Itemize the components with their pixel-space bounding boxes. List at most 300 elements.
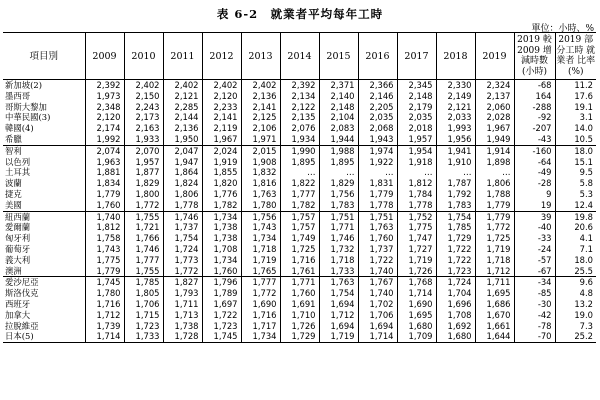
header-year: 2019 — [475, 33, 514, 80]
hours-cell: 1,944 — [319, 134, 358, 145]
hours-cell: 1,752 — [397, 211, 436, 222]
change-cell: -34 — [514, 277, 555, 288]
hours-cell: 2,402 — [124, 80, 163, 91]
hours-cell: 2,233 — [202, 102, 241, 113]
hours-cell: 1,827 — [163, 277, 202, 288]
hours-cell: 2,348 — [85, 102, 124, 113]
change-cell: -57 — [514, 255, 555, 266]
row-label: 哥斯大黎加 — [5, 101, 47, 112]
hours-cell: 2,122 — [280, 102, 319, 113]
hours-cell: 1,908 — [241, 157, 280, 168]
hours-cell: 1,780 — [241, 200, 280, 211]
hours-cell: … — [475, 167, 514, 178]
hours-cell: 1,777 — [124, 255, 163, 266]
hours-cell: 1,787 — [436, 178, 475, 189]
hours-cell: 1,782 — [280, 200, 319, 211]
change-cell: -64 — [514, 157, 555, 168]
hours-cell: 1,754 — [163, 233, 202, 244]
hours-cell: 1,738 — [202, 233, 241, 244]
table-row — [3, 299, 596, 310]
share-cell: 18.0 — [555, 145, 596, 156]
hours-cell: 2,402 — [163, 80, 202, 91]
change-cell: -78 — [514, 321, 555, 332]
hours-cell: 1,922 — [358, 157, 397, 168]
hours-cell: 1,751 — [319, 211, 358, 222]
hours-cell: 1,718 — [475, 255, 514, 266]
hours-cell: 1,974 — [358, 145, 397, 156]
hours-cell: 2,205 — [358, 102, 397, 113]
row-label: 希臘 — [5, 133, 22, 144]
hours-cell: 1,710 — [280, 310, 319, 321]
hours-cell: 1,680 — [436, 331, 475, 342]
hours-cell: 2,402 — [202, 80, 241, 91]
hours-cell: 1,881 — [85, 167, 124, 178]
hours-cell: 1,738 — [163, 321, 202, 332]
header-label: 項目別 — [3, 33, 85, 80]
hours-cell: 1,702 — [358, 299, 397, 310]
row-label: 西班牙 — [5, 298, 31, 309]
hours-cell: 1,734 — [241, 233, 280, 244]
hours-cell: 1,686 — [475, 299, 514, 310]
table-row — [3, 167, 596, 178]
row-label: 韓國(4) — [5, 123, 34, 134]
hours-cell: 1,754 — [319, 288, 358, 299]
change-cell: -85 — [514, 288, 555, 299]
share-cell: 5.3 — [555, 189, 596, 200]
hours-cell: 1,746 — [319, 233, 358, 244]
hours-cell: 2,148 — [319, 102, 358, 113]
hours-cell: 1,706 — [358, 310, 397, 321]
hours-cell: 1,755 — [124, 211, 163, 222]
header-year: 2018 — [436, 33, 475, 80]
table-body — [3, 80, 596, 343]
hours-cell: 1,723 — [436, 266, 475, 277]
hours-cell: 2,121 — [163, 91, 202, 102]
hours-cell: 1,796 — [202, 277, 241, 288]
hours-cell: 1,746 — [124, 244, 163, 255]
hours-cell: 1,722 — [202, 310, 241, 321]
row-label: 匈牙利 — [5, 233, 31, 244]
hours-cell: 1,708 — [202, 244, 241, 255]
hours-cell: 1,943 — [358, 134, 397, 145]
hours-cell: 1,721 — [124, 222, 163, 233]
table-row — [3, 157, 596, 168]
header-row — [3, 33, 596, 80]
hours-cell: 1,737 — [358, 244, 397, 255]
hours-cell: 2,033 — [436, 112, 475, 123]
hours-cell: 1,779 — [85, 189, 124, 200]
table-row — [3, 80, 596, 91]
hours-cell: 1,855 — [202, 167, 241, 178]
hours-cell: 2,018 — [397, 123, 436, 134]
row-label: 波蘭 — [5, 178, 22, 189]
hours-cell: 1,829 — [124, 178, 163, 189]
hours-cell: 2,146 — [358, 91, 397, 102]
hours-cell: 2,106 — [241, 123, 280, 134]
hours-cell: 1,832 — [241, 167, 280, 178]
header-year: 2009 — [85, 33, 124, 80]
hours-cell: 1,728 — [163, 331, 202, 342]
hours-cell: 1,760 — [280, 288, 319, 299]
hours-cell: 1,957 — [124, 157, 163, 168]
table-row — [3, 288, 596, 299]
share-cell: 14.0 — [555, 123, 596, 134]
hours-cell: 1,724 — [436, 277, 475, 288]
hours-cell: 2,173 — [124, 112, 163, 123]
table-row — [3, 244, 596, 255]
hours-cell: 2,125 — [241, 112, 280, 123]
hours-cell: 1,789 — [202, 288, 241, 299]
row-label: 以色列 — [5, 156, 31, 167]
share-cell: 25.2 — [555, 331, 596, 342]
hours-cell: 1,763 — [241, 189, 280, 200]
hours-cell: 1,738 — [202, 222, 241, 233]
hours-cell: 1,757 — [280, 211, 319, 222]
hours-cell: 1,792 — [436, 189, 475, 200]
hours-cell: … — [436, 167, 475, 178]
hours-cell: 2,179 — [397, 102, 436, 113]
hours-cell: 1,722 — [358, 255, 397, 266]
hours-cell: 1,898 — [475, 157, 514, 168]
hours-cell: 1,806 — [163, 189, 202, 200]
header-year: 2013 — [241, 33, 280, 80]
header-year: 2014 — [280, 33, 319, 80]
hours-cell: 1,820 — [202, 178, 241, 189]
hours-cell: 1,749 — [280, 233, 319, 244]
hours-cell: 1,737 — [163, 222, 202, 233]
change-cell: 39 — [514, 211, 555, 222]
hours-cell: 1,990 — [280, 145, 319, 156]
hours-cell: 1,745 — [85, 277, 124, 288]
hours-cell: 1,779 — [475, 211, 514, 222]
hours-cell: 1,782 — [202, 200, 241, 211]
hours-cell: 2,121 — [436, 102, 475, 113]
hours-cell: 1,716 — [280, 255, 319, 266]
hours-cell: 1,714 — [85, 331, 124, 342]
hours-cell: 1,763 — [319, 277, 358, 288]
change-cell: -28 — [514, 178, 555, 189]
hours-cell: 1,644 — [475, 331, 514, 342]
hours-cell: 1,785 — [124, 277, 163, 288]
change-cell: -24 — [514, 244, 555, 255]
row-label: 義大利 — [5, 254, 31, 265]
hours-cell: 1,746 — [163, 211, 202, 222]
hours-cell: 2,392 — [280, 80, 319, 91]
hours-cell: 1,775 — [397, 222, 436, 233]
hours-cell: 1,971 — [241, 134, 280, 145]
hours-cell: 2,047 — [163, 145, 202, 156]
hours-cell: 1,734 — [202, 255, 241, 266]
hours-cell: 2,174 — [85, 123, 124, 134]
hours-cell: 1,743 — [241, 222, 280, 233]
hours-cell: 2,120 — [202, 91, 241, 102]
table-row — [3, 321, 596, 332]
share-cell: 18.0 — [555, 255, 596, 266]
change-cell: -40 — [514, 222, 555, 233]
hours-cell: 1,740 — [358, 288, 397, 299]
hours-cell: … — [397, 167, 436, 178]
header-year: 2015 — [319, 33, 358, 80]
hours-cell: 2,074 — [85, 145, 124, 156]
hours-cell: 1,765 — [241, 266, 280, 277]
hours-cell: 1,734 — [241, 331, 280, 342]
share-cell: 13.2 — [555, 299, 596, 310]
hours-cell: 1,715 — [124, 310, 163, 321]
hours-cell: 1,691 — [280, 299, 319, 310]
hours-cell: 1,690 — [241, 299, 280, 310]
hours-cell: 1,829 — [319, 178, 358, 189]
hours-cell: 1,733 — [124, 331, 163, 342]
hours-cell: 1,973 — [85, 91, 124, 102]
hours-cell: 2,392 — [85, 80, 124, 91]
change-cell: -92 — [514, 112, 555, 123]
hours-cell: 1,719 — [241, 255, 280, 266]
hours-cell: 1,766 — [124, 233, 163, 244]
working-hours-table — [3, 32, 596, 343]
hours-cell: 1,771 — [319, 222, 358, 233]
hours-cell: 1,756 — [241, 211, 280, 222]
change-cell: -207 — [514, 123, 555, 134]
share-cell: 4.1 — [555, 233, 596, 244]
change-cell: -70 — [514, 331, 555, 342]
hours-cell: 1,757 — [280, 222, 319, 233]
hours-cell: 2,035 — [397, 112, 436, 123]
row-label: 葡萄牙 — [5, 243, 31, 254]
hours-cell: 1,760 — [202, 266, 241, 277]
hours-cell: 1,918 — [397, 157, 436, 168]
share-cell: 20.6 — [555, 222, 596, 233]
hours-cell: 1,694 — [319, 299, 358, 310]
hours-cell: 2,141 — [241, 102, 280, 113]
hours-cell: 1,711 — [163, 299, 202, 310]
hours-cell: 1,743 — [85, 244, 124, 255]
change-cell: -67 — [514, 266, 555, 277]
table-row — [3, 233, 596, 244]
change-cell: -42 — [514, 310, 555, 321]
hours-cell: 2,083 — [319, 123, 358, 134]
hours-cell: 1,778 — [358, 200, 397, 211]
hours-cell: 1,722 — [436, 255, 475, 266]
hours-cell: 1,713 — [163, 310, 202, 321]
hours-cell: 1,760 — [358, 233, 397, 244]
hours-cell: 1,695 — [397, 310, 436, 321]
hours-cell: 2,134 — [280, 91, 319, 102]
hours-cell: 1,776 — [202, 189, 241, 200]
row-label: 加拿大 — [5, 309, 31, 320]
hours-cell: 1,934 — [280, 134, 319, 145]
hours-cell: 1,788 — [475, 189, 514, 200]
share-cell: 7.1 — [555, 244, 596, 255]
change-cell: -160 — [514, 145, 555, 156]
hours-cell: 1,714 — [358, 331, 397, 342]
hours-cell: 2,330 — [436, 80, 475, 91]
hours-cell: 1,719 — [319, 331, 358, 342]
hours-cell: 1,726 — [280, 321, 319, 332]
hours-cell: 1,722 — [436, 244, 475, 255]
table-row — [3, 310, 596, 321]
hours-cell: 1,806 — [475, 178, 514, 189]
share-cell: 15.1 — [555, 157, 596, 168]
share-cell: 19.0 — [555, 310, 596, 321]
hours-cell: 1,956 — [436, 134, 475, 145]
hours-cell: 2,144 — [163, 112, 202, 123]
hours-cell: 1,758 — [85, 233, 124, 244]
share-cell: 5.8 — [555, 178, 596, 189]
table-row — [3, 112, 596, 123]
hours-cell: 1,914 — [475, 145, 514, 156]
hours-cell: 1,778 — [163, 200, 202, 211]
row-label: 日本(5) — [3, 331, 85, 342]
hours-cell: 1,967 — [202, 134, 241, 145]
hours-cell: 1,778 — [397, 200, 436, 211]
hours-cell: 1,708 — [436, 310, 475, 321]
hours-cell: 1,754 — [436, 211, 475, 222]
hours-cell: 1,767 — [358, 277, 397, 288]
hours-cell: 1,761 — [280, 266, 319, 277]
hours-cell: 1,719 — [475, 244, 514, 255]
table-row — [3, 266, 596, 277]
hours-cell: 2,402 — [241, 80, 280, 91]
hours-cell: 1,950 — [163, 134, 202, 145]
hours-cell: 2,060 — [475, 102, 514, 113]
hours-cell: 1,760 — [85, 200, 124, 211]
share-cell: 19.1 — [555, 102, 596, 113]
header-year: 2012 — [202, 33, 241, 80]
table-row — [3, 211, 596, 222]
hours-cell: 2,136 — [241, 91, 280, 102]
hours-cell: 1,692 — [436, 321, 475, 332]
hours-cell: 1,784 — [397, 189, 436, 200]
hours-cell: 2,068 — [358, 123, 397, 134]
header-year: 2017 — [397, 33, 436, 80]
hours-cell: 2,140 — [319, 91, 358, 102]
change-cell: -33 — [514, 233, 555, 244]
unit-note: 單位：小時、% — [531, 24, 594, 34]
share-cell: 25.5 — [555, 266, 596, 277]
hours-cell: 1,967 — [475, 123, 514, 134]
hours-cell: 1,831 — [358, 178, 397, 189]
hours-cell: 1,773 — [163, 255, 202, 266]
change-cell: 9 — [514, 189, 555, 200]
share-cell: 4.8 — [555, 288, 596, 299]
hours-cell: 2,371 — [319, 80, 358, 91]
hours-cell: 1,771 — [280, 277, 319, 288]
hours-cell: 2,137 — [475, 91, 514, 102]
hours-cell: 1,933 — [124, 134, 163, 145]
hours-cell: 1,711 — [475, 277, 514, 288]
share-cell: 9.5 — [555, 167, 596, 178]
row-label: 拉脫維亞 — [5, 320, 39, 331]
hours-cell: 1,783 — [436, 200, 475, 211]
hours-cell: 1,756 — [319, 189, 358, 200]
hours-cell: 2,024 — [202, 145, 241, 156]
hours-cell: 1,670 — [475, 310, 514, 321]
row-label: 中華民國(3) — [5, 112, 51, 123]
change-cell: -30 — [514, 299, 555, 310]
table-row — [3, 222, 596, 233]
hours-cell: 1,941 — [436, 145, 475, 156]
table-row — [3, 255, 596, 266]
hours-cell: 1,779 — [85, 266, 124, 277]
hours-cell: 1,725 — [280, 244, 319, 255]
hours-cell: 1,824 — [163, 178, 202, 189]
hours-cell: 1,772 — [241, 288, 280, 299]
hours-cell: 1,895 — [319, 157, 358, 168]
table-row — [3, 277, 596, 288]
header-year: 2010 — [124, 33, 163, 80]
hours-cell: 1,716 — [85, 299, 124, 310]
row-label: 斯洛伐克 — [5, 288, 39, 299]
header-year: 2011 — [163, 33, 202, 80]
row-label: 愛爾蘭 — [5, 222, 31, 233]
hours-cell: 1,988 — [319, 145, 358, 156]
hours-cell: 2,149 — [436, 91, 475, 102]
hours-cell: 1,751 — [358, 211, 397, 222]
hours-cell: 1,812 — [85, 222, 124, 233]
hours-cell: 1,740 — [358, 266, 397, 277]
hours-cell: 1,694 — [358, 321, 397, 332]
hours-cell: 2,345 — [397, 80, 436, 91]
row-label: 澳洲 — [5, 265, 22, 276]
row-label: 美國 — [5, 199, 22, 210]
share-cell: 3.1 — [555, 112, 596, 123]
change-cell: -49 — [514, 167, 555, 178]
row-label: 土耳其 — [5, 167, 31, 178]
hours-cell: 1,717 — [241, 321, 280, 332]
hours-cell: 1,768 — [397, 277, 436, 288]
hours-cell: 1,783 — [319, 200, 358, 211]
hours-cell: 2,148 — [397, 91, 436, 102]
change-cell: 19 — [514, 200, 555, 211]
table-row — [3, 123, 596, 134]
hours-cell: 1,992 — [85, 134, 124, 145]
hours-cell: 1,777 — [241, 277, 280, 288]
hours-cell: … — [358, 167, 397, 178]
header-share: 2019 部分工時 就業者 比率(%) — [555, 33, 596, 80]
hours-cell: 1,763 — [358, 222, 397, 233]
hours-cell: 1,793 — [163, 288, 202, 299]
hours-cell: 1,709 — [397, 331, 436, 342]
hours-cell: 2,135 — [280, 112, 319, 123]
hours-cell: 1,723 — [202, 321, 241, 332]
hours-cell: 1,694 — [319, 321, 358, 332]
hours-cell: 1,779 — [358, 189, 397, 200]
hours-cell: 1,772 — [163, 266, 202, 277]
table-row — [3, 178, 596, 189]
change-cell: -288 — [514, 102, 555, 113]
hours-cell: 1,780 — [85, 288, 124, 299]
header-year: 2016 — [358, 33, 397, 80]
row-label: 新加坡(2) — [5, 80, 42, 90]
hours-cell: 1,993 — [436, 123, 475, 134]
hours-cell: 1,726 — [397, 266, 436, 277]
hours-cell: 1,747 — [397, 233, 436, 244]
hours-cell: 1,733 — [319, 266, 358, 277]
hours-cell: 1,714 — [397, 288, 436, 299]
table-title: 表 6-2 就業者平均每年工時 — [216, 7, 384, 21]
hours-cell: 2,035 — [358, 112, 397, 123]
table-row — [3, 134, 596, 145]
hours-cell: 1,718 — [319, 255, 358, 266]
hours-cell: 1,772 — [124, 200, 163, 211]
change-cell: 164 — [514, 91, 555, 102]
hours-cell: 1,954 — [397, 145, 436, 156]
table-row — [3, 189, 596, 200]
hours-cell: 2,366 — [358, 80, 397, 91]
row-label: 智利 — [3, 145, 85, 156]
hours-cell: 2,285 — [163, 102, 202, 113]
share-cell: 11.2 — [555, 80, 596, 91]
